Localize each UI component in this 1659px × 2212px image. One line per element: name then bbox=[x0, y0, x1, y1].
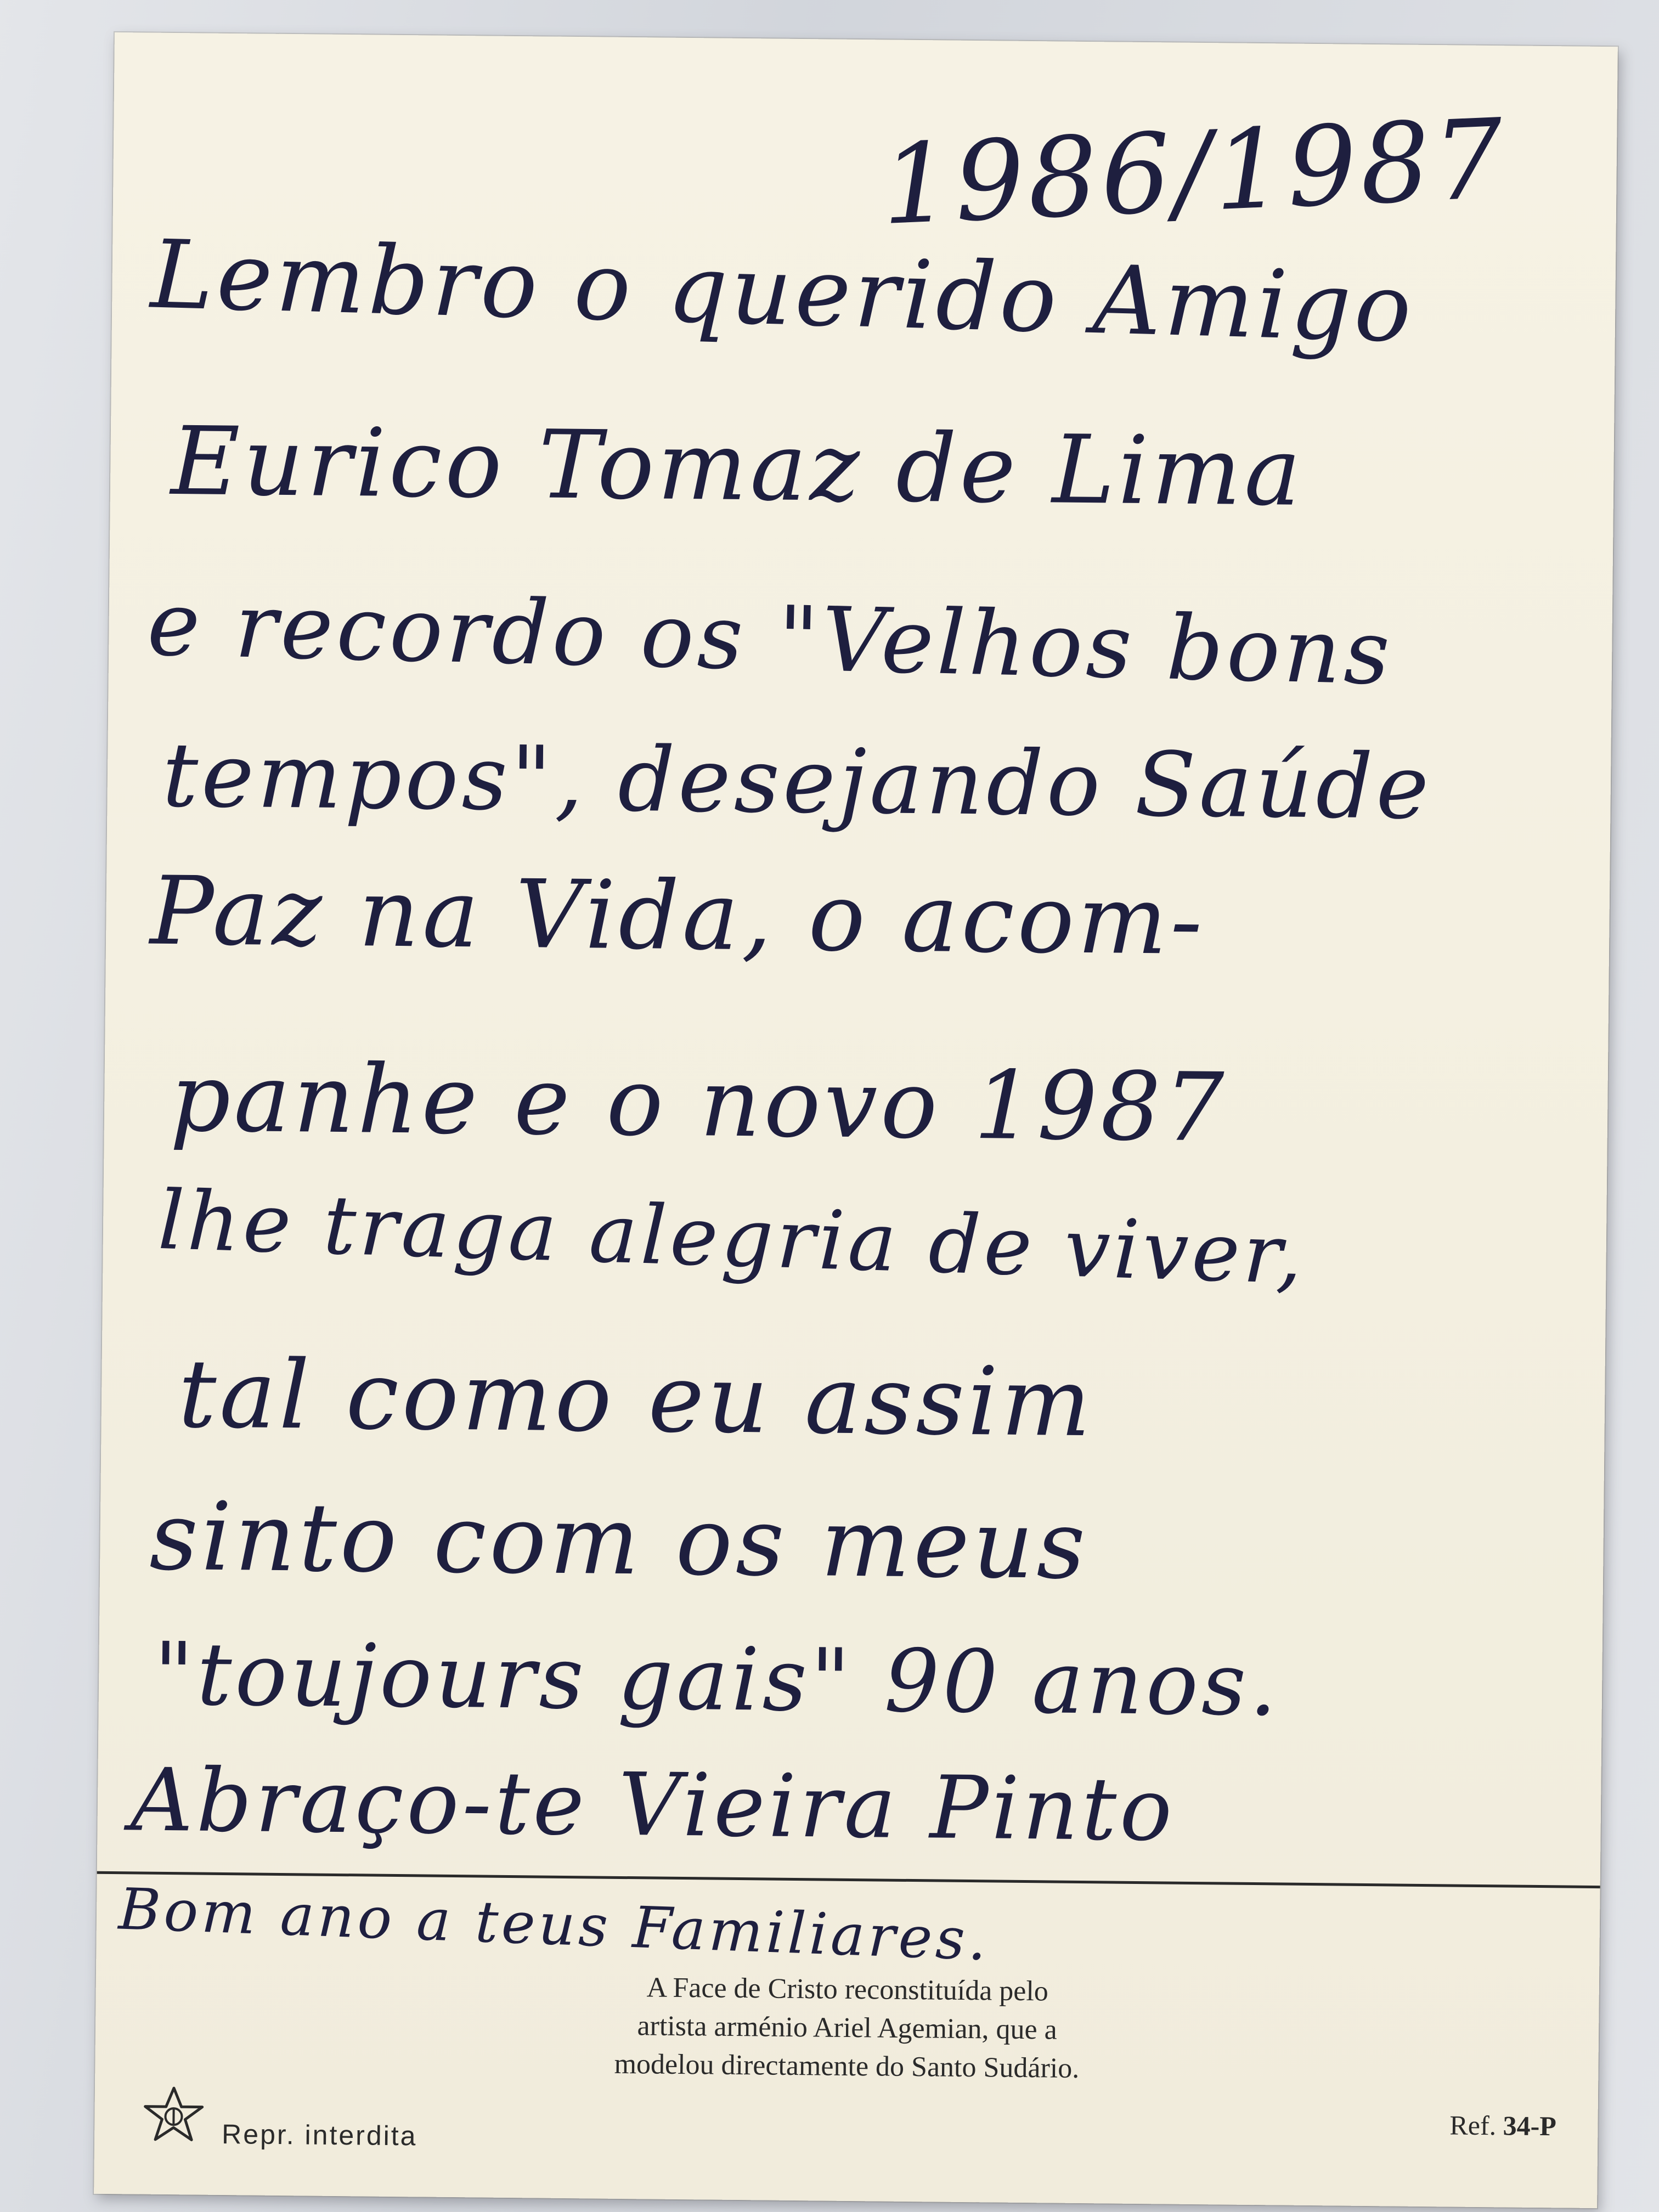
note-line-8: tal como eu assim bbox=[178, 1339, 1095, 1458]
note-line-3: e recordo os "Velhos bons bbox=[146, 572, 1395, 706]
caption-line-2: artista arménio Ariel Agemian, que a bbox=[637, 2010, 1058, 2046]
note-date: 1986/1987 bbox=[879, 95, 1509, 250]
reference-code bbox=[1449, 2109, 1556, 2142]
caption-line-1: A Face de Cristo reconstituída pelo bbox=[646, 1972, 1049, 2007]
note-line-11-signature: Abraço-te Vieira Pinto bbox=[130, 1750, 1176, 1861]
note-line-12: Bom ano a teus Familiares. bbox=[117, 1875, 991, 1974]
reproduction-notice: Repr. interdita bbox=[221, 2118, 417, 2152]
ref-code: 34-P bbox=[1503, 2110, 1557, 2142]
caption-line-3: modelou directamente do Santo Sudário. bbox=[614, 2048, 1080, 2084]
handwritten-note bbox=[96, 32, 1617, 1974]
star-publisher-logo-icon bbox=[140, 2085, 207, 2151]
postcard bbox=[94, 32, 1618, 2208]
note-line-1: Lembro o querido Amigo bbox=[149, 219, 1416, 364]
note-line-4: tempos", desejando Saúde bbox=[162, 724, 1433, 840]
note-line-10: "toujours gais" 90 anos. bbox=[153, 1623, 1281, 1736]
note-line-9: sinto com os meus bbox=[149, 1481, 1090, 1601]
note-line-7: lhe traga alegria de viver, bbox=[156, 1172, 1307, 1302]
note-line-6: panhe e o novo 1987 bbox=[170, 1042, 1228, 1163]
printed-caption bbox=[572, 1968, 1122, 2089]
note-line-5: Paz na Vida, o acom- bbox=[149, 855, 1206, 977]
ref-label: Ref. bbox=[1449, 2109, 1497, 2141]
note-line-2: Eurico Tomaz de Lima bbox=[170, 405, 1305, 527]
